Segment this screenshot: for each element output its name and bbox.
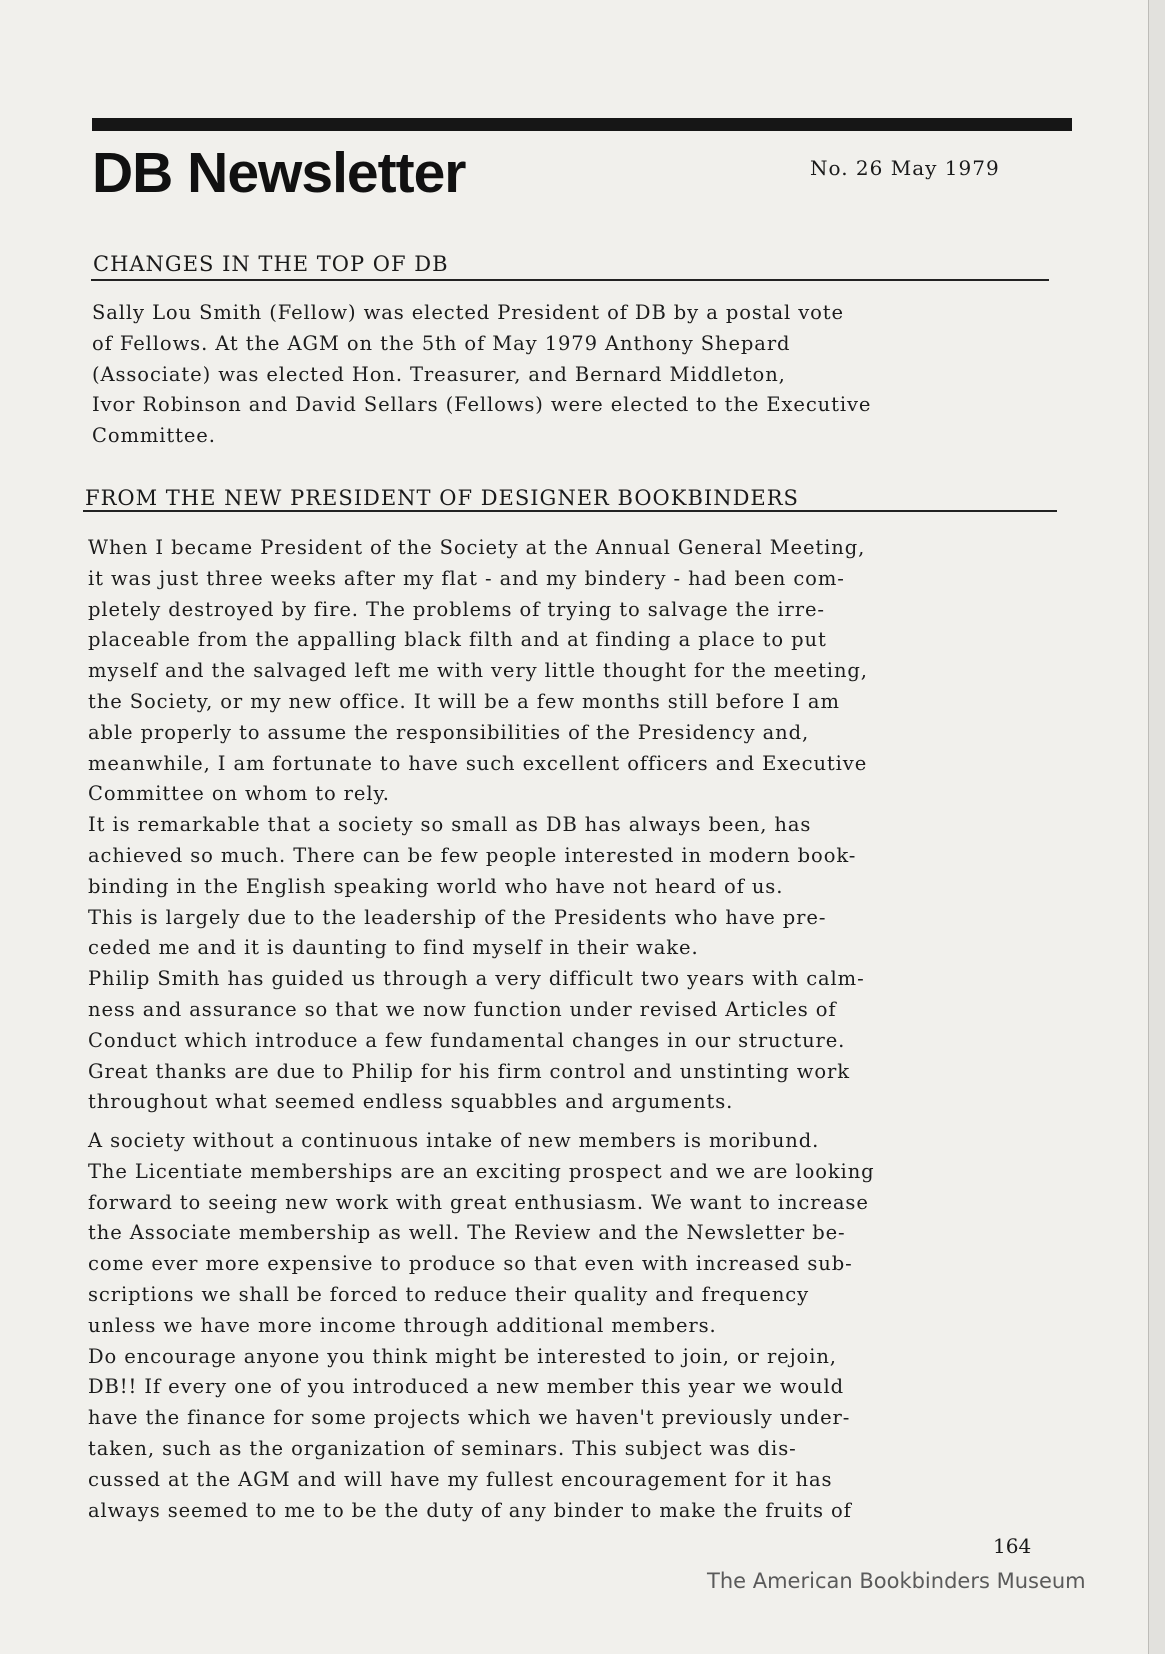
text-line: it was just three weeks after my flat - and my bindery - had been com-: [88, 566, 845, 590]
text-line: Sally Lou Smith (Fellow) was elected President of DB by a postal vote: [92, 301, 844, 324]
issue-date: No. 26 May 1979: [810, 156, 1000, 180]
text-line: have the finance for some projects which we haven't previously under-: [88, 1406, 851, 1430]
text-line: It is remarkable that a society so small as DB has always been, has: [88, 813, 812, 837]
text-line: the Associate membership as well. The Review and the Newsletter be-: [88, 1221, 846, 1245]
text-line: (Associate) was elected Hon. Treasurer, and Bernard Middleton,: [92, 362, 786, 386]
text-line: scriptions we shall be forced to reduce their quality and frequency: [88, 1282, 810, 1306]
text-line: This is largely due to the leadership of the Presidents who have pre-: [88, 905, 827, 929]
text-line: Philip Smith has guided us through a very difficult two years with calm-: [88, 967, 865, 991]
text-line: taken, such as the organization of seminars. This subject was dis-: [88, 1436, 797, 1460]
text-line: ceded me and it is daunting to find myself in their wake.: [88, 936, 699, 960]
text-line: placeable from the appalling black filth and at finding a place to put: [88, 628, 827, 652]
text-line: unless we have more income through additional members.: [88, 1313, 717, 1337]
text-line: Ivor Robinson and David Sellars (Fellows) were elected to the Executive: [92, 393, 872, 417]
section-heading-changes: CHANGES IN THE TOP OF DB: [93, 252, 449, 276]
text-line: binding in the English speaking world who have not heard of us.: [88, 874, 784, 898]
text-line: Great thanks are due to Philip for his firm control and unstinting work: [88, 1059, 850, 1083]
heading-underline: [91, 279, 1049, 281]
heading-underline: [83, 510, 1057, 512]
text-line: cussed at the AGM and will have my fullest encouragement for it has: [88, 1467, 833, 1491]
text-line: come ever more expensive to produce so that even with increased sub-: [88, 1252, 853, 1276]
text-line: meanwhile, I am fortunate to have such excellent officers and Executive: [88, 751, 868, 775]
newsletter-title: DB Newsletter: [92, 141, 466, 205]
page-edge: [1148, 0, 1165, 1654]
text-line: forward to seeing new work with great enthusiasm. We want to increase: [88, 1190, 869, 1214]
text-line: Conduct which introduce a few fundamental changes in our structure.: [88, 1028, 846, 1052]
page-number: 164: [993, 1534, 1032, 1558]
text-line: When I became President of the Society at the Annual General Meeting,: [88, 536, 866, 559]
text-line: the Society, or my new office. It will be a few months still before I am: [88, 689, 840, 713]
text-line: Do encourage anyone you think might be interested to join, or rejoin,: [88, 1344, 837, 1368]
text-line: throughout what seemed endless squabbles and arguments.: [88, 1090, 734, 1114]
text-line: ness and assurance so that we now function under revised Articles of: [88, 997, 837, 1021]
text-line: A society without a continuous intake of new members is moribund.: [88, 1129, 820, 1152]
text-line: Committee.: [92, 424, 216, 448]
paragraph-changes: [92, 298, 871, 452]
text-line: achieved so much. There can be few people interested in modern book-: [88, 843, 857, 867]
paragraph-membership: [88, 1126, 875, 1526]
text-line: Committee on whom to rely.: [88, 782, 390, 806]
text-line: always seemed to me to be the duty of any binder to make the fruits of: [88, 1498, 852, 1522]
text-line: myself and the salvaged left me with very little thought for the meeting,: [88, 659, 868, 683]
section-heading-president: FROM THE NEW PRESIDENT OF DESIGNER BOOKBINDERS: [85, 486, 799, 510]
museum-watermark: The American Bookbinders Museum: [707, 1569, 1086, 1593]
paragraph-president-letter: [88, 533, 868, 1118]
text-line: able properly to assume the responsibilities of the Presidency and,: [88, 720, 810, 744]
masthead-bar: [92, 118, 1072, 131]
text-line: pletely destroyed by fire. The problems of trying to salvage the irre-: [88, 597, 825, 621]
text-line: DB!! If every one of you introduced a new member this year we would: [88, 1375, 845, 1399]
text-line: of Fellows. At the AGM on the 5th of May 1979 Anthony Shepard: [92, 331, 791, 355]
text-line: The Licentiate memberships are an exciting prospect and we are looking: [88, 1159, 875, 1183]
